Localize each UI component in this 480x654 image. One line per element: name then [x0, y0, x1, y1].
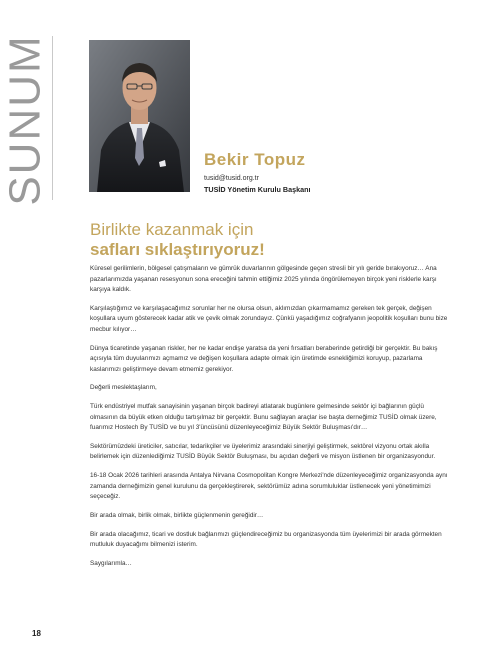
paragraph: Bir arada olacağımız, ticari ve dostluk bağlarımızı güçlendireceğimiz bu organizasyonda tüm üyelerimizi bir arada görmekten mutluluk duyacağımı bilmenizi isterim. — [90, 530, 442, 549]
paragraph: Karşılaştığımız ve karşılaşacağımız sorunlar her ne olursa olsun, aklımızdan çıkarmamamız gereken tek gerçek, değişen koşullara uyum gösterecek kadar atik ve çevik olmak zorundayız. Çünkü yaşadığımız coğrafyanın jeopolitik koşulları bunu bize mecbur kılıyor… — [90, 304, 448, 333]
section-divider — [52, 36, 53, 200]
paragraph: Sektörümüzdeki üreticiler, satıcılar, tedarikçiler ve üyelerimiz arasındaki sinerjiyi geliştirmek, sektörel vizyonu ortak akılla belirlemek için düzenlediğimiz TUSİD Büyük Sektör Buluşması, bu açıdan değerli ve misyon üstlenen bir organizasyondur. — [90, 442, 436, 461]
headline-line-1: Birlikte kazanmak için — [90, 220, 254, 239]
author-portrait-image — [89, 40, 190, 192]
paragraph: Dünya ticaretinde yaşanan riskler, her ne kadar endişe yaratsa da yeni fırsatları beraberinde getirdiği bir gerçektir. Bu bakış açısıyla tüm duyularımızı açmamız ve değişen koşullara adapte olmak için üretimde esnekliğimizi koruyup, pazarlama kaslarımızı geliştirmeye devam etmemiz gerekiyor. — [90, 344, 438, 373]
paragraph: 16-18 Ocak 2026 tarihleri arasında Antalya Nirvana Cosmopolitan Kongre Merkezi'nde düzenleyeceğimiz organizasyonda aynı zamanda derneğimizin genel kurulunu da gerçekleştirerek, sektörümüz adına sorumluluklar üstlenecek yeni yönetimimizi seçeceğiz. — [90, 472, 448, 501]
paragraph: Küresel gerilimlerin, bölgesel çatışmaların ve gümrük duvarlarının gölgesinde geçen stresli bir yılı geride bırakıyoruz… Ana pazarlarımızda yaşanan resesyonun sona ereceğini tahmin ettiğimiz 2025 yılında öngörülemeyen birçok yeni risklerle karşı karşıya kaldık. — [90, 265, 437, 293]
headline-line-2: safları sıklaştırıyoruz! — [90, 240, 265, 259]
author-name: Bekir Topuz — [204, 150, 306, 169]
paragraph: Değerli meslektaşlarım, — [90, 384, 157, 392]
paragraph: Bir arada olmak, birlik olmak, birlikte güçlenmenin gereğidir… — [90, 512, 264, 520]
page-number: 18 — [32, 629, 41, 638]
section-title — [1, 34, 51, 206]
paragraph: Türk endüstriyel mutfak sanayisinin yaşanan birçok badireyi atlatarak bugünlere gelmesinde sektör içi bağlarının güçlü olmasının da büyük etken olduğu tartışılmaz bir gerçektir. Bunu sağlayan araçlar ise başta derneğimiz TUSİD olmak üzere, fuarımız Hostech By TUSİD ve bu yıl 3'üncüsünü düzenleyeceğimiz Büyük Sektör Buluşması'dır… — [90, 403, 437, 432]
paragraph: Saygılarımla… — [90, 560, 132, 568]
article-body — [90, 264, 450, 578]
headline — [90, 220, 265, 260]
author-email[interactable]: tusid@tusid.org.tr — [204, 175, 259, 182]
author-portrait — [89, 40, 190, 192]
author-position: TUSİD Yönetim Kurulu Başkanı — [204, 185, 311, 194]
section-title-text: SUNUM — [1, 34, 51, 206]
